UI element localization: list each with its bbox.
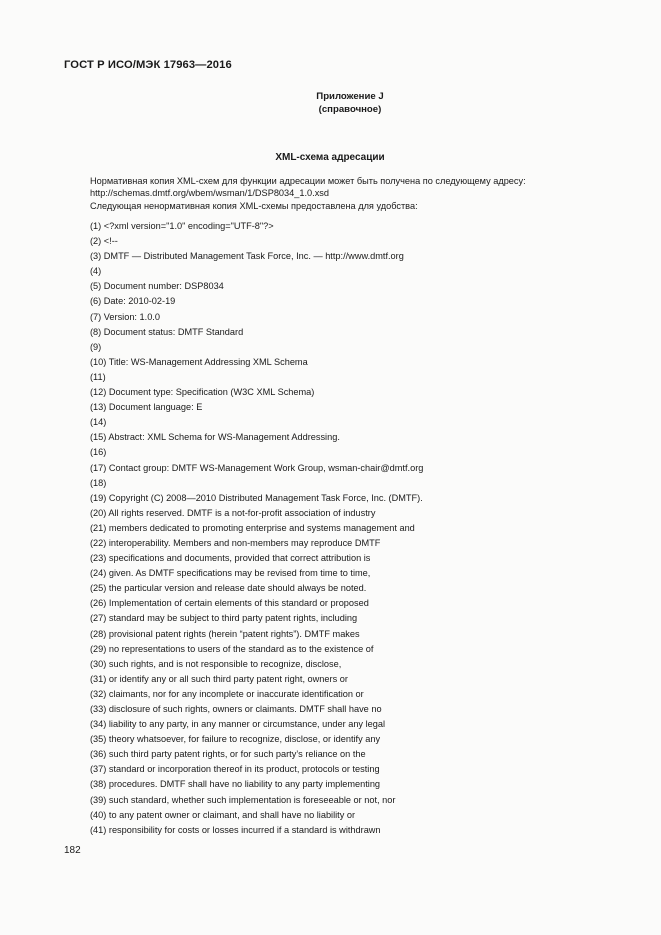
code-line: (14) bbox=[90, 417, 107, 428]
document-header: ГОСТ Р ИСО/МЭК 17963—2016 bbox=[64, 59, 232, 71]
code-line: (24) given. As DMTF specifications may be revised from time to time, bbox=[90, 568, 371, 579]
code-listing bbox=[90, 219, 570, 838]
code-line: (1) <?xml version="1.0" encoding="UTF-8"?> bbox=[90, 221, 274, 231]
code-line: (19) Copyright (C) 2008—2010 Distributed Management Task Force, Inc. (DMTF). bbox=[90, 492, 423, 503]
code-line: (40) to any patent owner or claimant, and shall have no liability or bbox=[90, 809, 356, 820]
code-line: (38) procedures. DMTF shall have no liability to any party implementing bbox=[90, 779, 381, 790]
code-line: (12) Document type: Specification (W3C XML Schema) bbox=[90, 387, 315, 398]
code-line: (30) such rights, and is not responsible to recognize, disclose, bbox=[90, 658, 342, 669]
code-line: (25) the particular version and release date should always be noted. bbox=[90, 583, 367, 594]
schema-url: http://schemas.dmtf.org/wbem/wsman/1/DSP8034_1.0.xsd bbox=[90, 188, 329, 199]
code-line: (35) theory whatsoever, for failure to recognize, disclose, or identify any bbox=[90, 734, 381, 745]
code-line: (21) members dedicated to promoting enterprise and systems management and bbox=[90, 522, 415, 533]
code-line: (36) such third party patent rights, or for such party’s reliance on the bbox=[90, 749, 366, 760]
code-line: (3) DMTF — Distributed Management Task Force, Inc. — http://www.dmtf.org bbox=[90, 251, 404, 262]
code-line: (5) Document number: DSP8034 bbox=[90, 281, 224, 292]
code-line: (13) Document language: E bbox=[90, 402, 203, 413]
code-line: (27) standard may be subject to third party patent rights, including bbox=[90, 613, 358, 624]
code-line: (6) Date: 2010-02-19 bbox=[90, 296, 176, 307]
intro-line: Нормативная копия XML-схем для функции адресации может быть получена по следующему адресу: bbox=[90, 176, 526, 186]
code-line: (20) All rights reserved. DMTF is a not-for-profit association of industry bbox=[90, 507, 376, 518]
code-line: (28) provisional patent rights (herein “patent rights”). DMTF makes bbox=[90, 628, 360, 639]
code-line: (23) specifications and documents, provided that correct attribution is bbox=[90, 553, 371, 564]
annex-label: Приложение J bbox=[316, 91, 384, 102]
code-line: (32) claimants, nor for any incomplete or inaccurate identification or bbox=[90, 688, 364, 699]
code-line: (26) Implementation of certain elements of this standard or proposed bbox=[90, 598, 369, 609]
code-line: (8) Document status: DMTF Standard bbox=[90, 326, 244, 337]
code-line: (7) Version: 1.0.0 bbox=[90, 311, 160, 322]
code-line: (2) <!-- bbox=[90, 236, 118, 247]
code-line: (41) responsibility for costs or losses incurred if a standard is withdrawn bbox=[90, 824, 381, 835]
code-line: (16) bbox=[90, 447, 107, 458]
code-line: (34) liability to any party, in any manner or circumstance, under any legal bbox=[90, 719, 385, 730]
intro-line: Следующая ненормативная копия XML-схемы предоставлена для удобства: bbox=[90, 200, 418, 211]
intro-paragraph bbox=[90, 175, 580, 212]
code-line: (9) bbox=[90, 341, 102, 352]
code-line: (4) bbox=[90, 266, 102, 277]
code-line: (11) bbox=[90, 371, 106, 382]
code-line: (37) standard or incorporation thereof in its product, protocols or testing bbox=[90, 764, 380, 775]
code-line: (15) Abstract: XML Schema for WS-Management Addressing. bbox=[90, 432, 340, 443]
section-title: XML-схема адресации bbox=[275, 152, 385, 163]
code-line: (10) Title: WS-Management Addressing XML Schema bbox=[90, 356, 308, 367]
code-line: (22) interoperability. Members and non-members may reproduce DMTF bbox=[90, 537, 381, 548]
code-line: (39) such standard, whether such implementation is foreseeable or not, nor bbox=[90, 794, 396, 805]
annex-type: (справочное) bbox=[318, 104, 382, 115]
page-number: 182 bbox=[64, 845, 81, 856]
code-line: (18) bbox=[90, 477, 107, 488]
annex-heading bbox=[280, 90, 420, 116]
code-line: (17) Contact group: DMTF WS-Management Work Group, wsman-chair@dmtf.org bbox=[90, 462, 424, 473]
code-line: (33) disclosure of such rights, owners or claimants. DMTF shall have no bbox=[90, 704, 382, 714]
code-line: (31) or identify any or all such third party patent right, owners or bbox=[90, 673, 348, 684]
code-line: (29) no representations to users of the standard as to the existence of bbox=[90, 643, 374, 654]
